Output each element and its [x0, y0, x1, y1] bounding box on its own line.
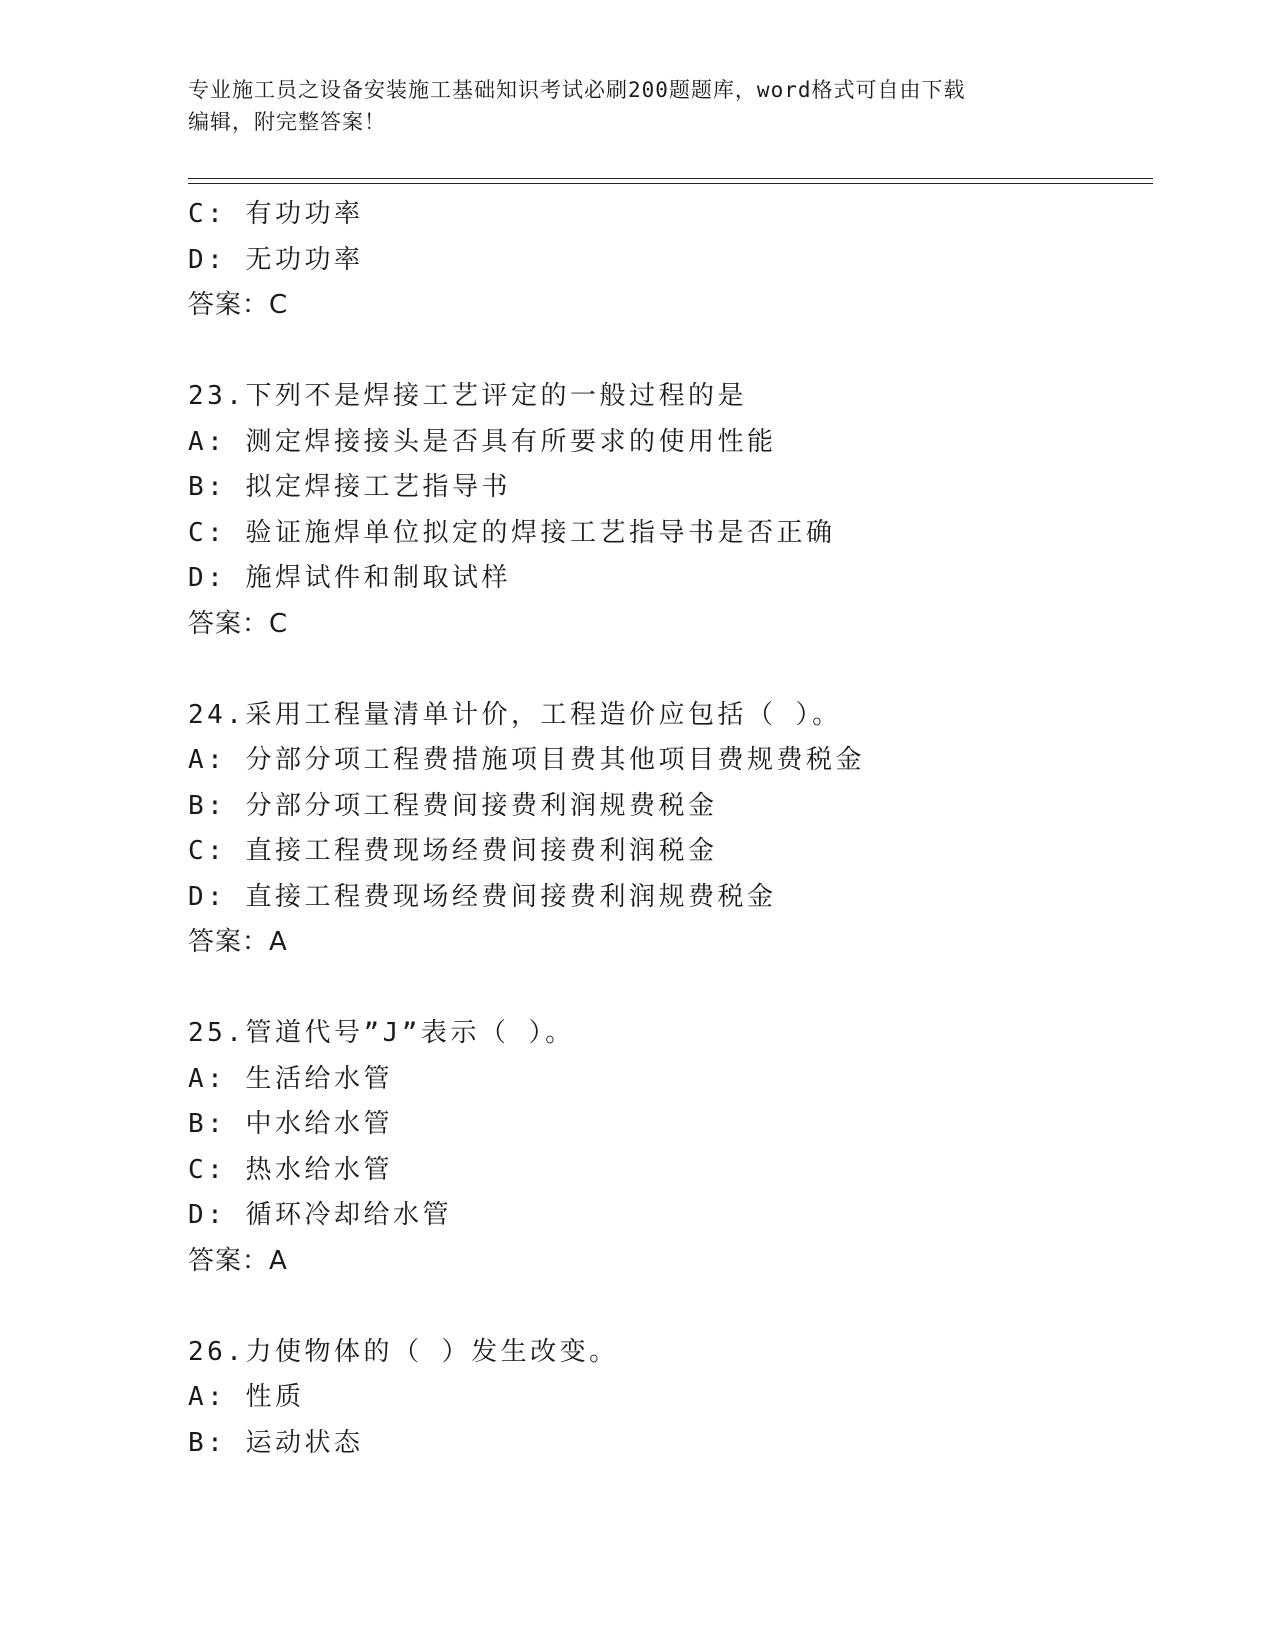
answer-line: 答案：A	[188, 927, 288, 957]
question-stem: 24.采用工程量清单计价，工程造价应包括（ ）。	[188, 699, 842, 730]
option-c: C: 热水给水管	[188, 1154, 393, 1185]
continued-question	[188, 192, 1148, 329]
question-stem: 26.力使物体的（ ）发生改变。	[188, 1336, 619, 1367]
option-d: D: 直接工程费现场经费间接费利润规费税金	[188, 881, 777, 912]
option-a: A: 测定焊接接头是否具有所要求的使用性能	[188, 426, 777, 457]
spacer	[188, 966, 1148, 1012]
answer-line: 答案：C	[188, 290, 289, 320]
option-c: C: 直接工程费现场经费间接费利润税金	[188, 836, 718, 866]
spacer	[188, 329, 1148, 375]
question-25	[188, 1011, 1148, 1284]
header-divider-bottom	[188, 183, 1153, 184]
question-stem: 25.管道代号”J”表示（ ）。	[188, 1018, 575, 1048]
answer-line: 答案：A	[188, 1245, 288, 1276]
spacer	[188, 647, 1148, 693]
document-header	[188, 74, 1088, 138]
option-b: B: 分部分项工程费间接费利润规费税金	[188, 790, 718, 821]
question-24	[188, 693, 1148, 966]
header-divider-top	[188, 178, 1153, 179]
spacer	[188, 1284, 1148, 1330]
option-d: D: 施焊试件和制取试样	[188, 563, 511, 593]
option-c: C: 有功功率	[188, 199, 364, 229]
question-list	[188, 192, 1148, 1466]
option-d: D: 无功功率	[188, 244, 364, 275]
header-title-line-2: 编辑，附完整答案！	[188, 110, 386, 134]
option-a: A: 性质	[188, 1382, 305, 1412]
option-a: A: 分部分项工程费措施项目费其他项目费规费税金	[188, 745, 865, 775]
question-26	[188, 1330, 1148, 1467]
question-stem: 23.下列不是焊接工艺评定的一般过程的是	[188, 381, 747, 411]
answer-line: 答案：C	[188, 608, 289, 639]
option-c: C: 验证施焊单位拟定的焊接工艺指导书是否正确	[188, 517, 836, 548]
header-title-line-1: 专业施工员之设备安装施工基础知识考试必刷200题题库，word格式可自由下载	[188, 78, 966, 102]
option-d: D: 循环冷却给水管	[188, 1200, 452, 1230]
option-b: B: 拟定焊接工艺指导书	[188, 472, 511, 502]
option-b: B: 中水给水管	[188, 1109, 393, 1139]
option-a: A: 生活给水管	[188, 1063, 393, 1094]
option-b: B: 运动状态	[188, 1427, 364, 1458]
question-23	[188, 374, 1148, 647]
